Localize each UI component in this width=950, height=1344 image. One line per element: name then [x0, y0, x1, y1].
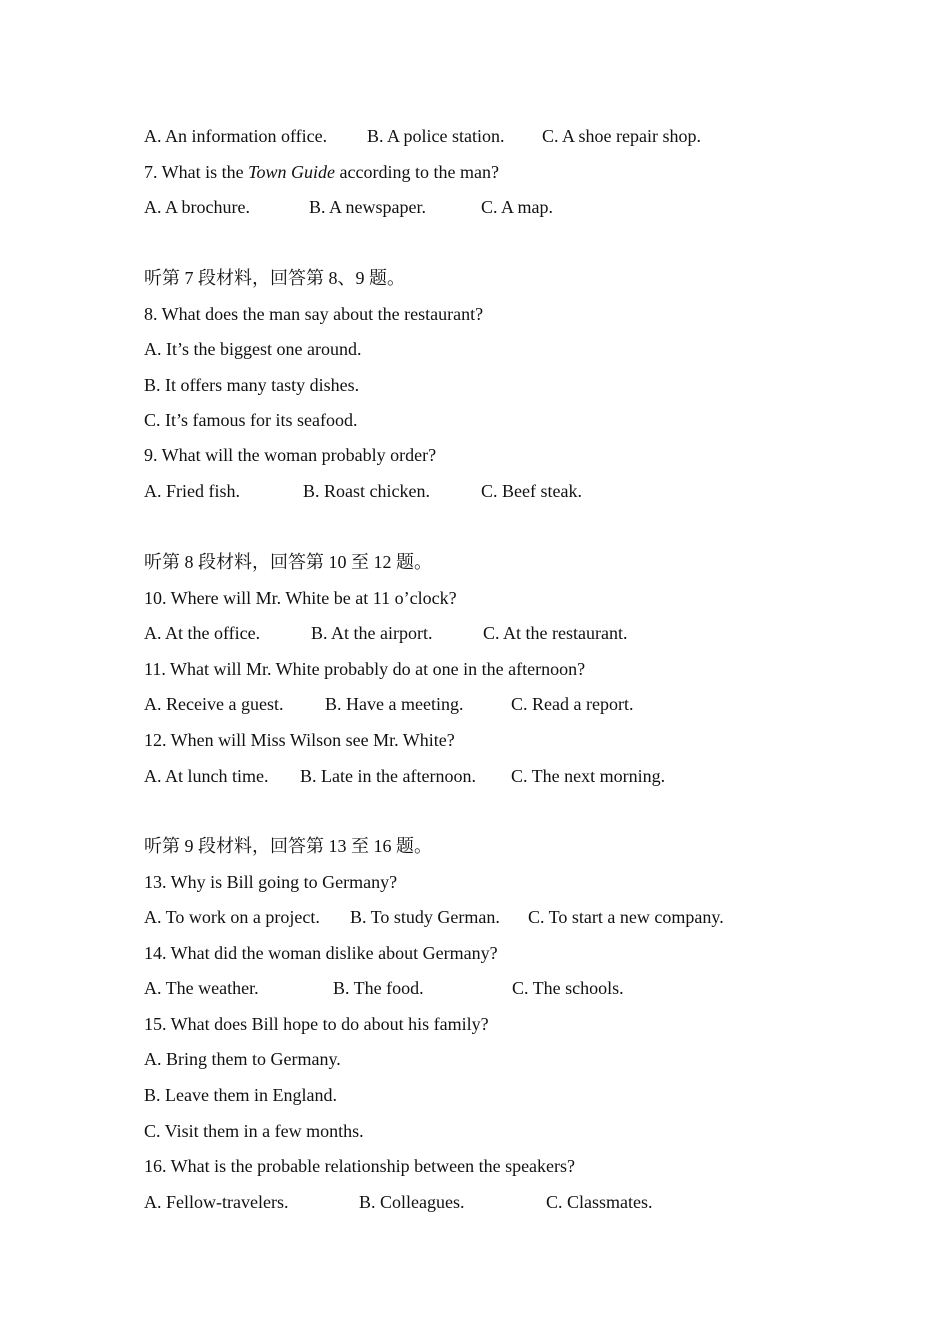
q13-question: 13. Why is Bill going to Germany?: [144, 872, 398, 892]
q15-option-a: A. Bring them to Germany.: [144, 1049, 341, 1069]
q10-question: 10. Where will Mr. White be at 11 o’clock?: [144, 588, 457, 608]
q13-option-c: C. To start a new company.: [528, 907, 724, 927]
q7-question-title: Town Guide: [248, 162, 336, 182]
q10-option-a: A. At the office.: [144, 623, 261, 643]
q7-question-post: according to the man?: [335, 162, 499, 182]
q16-option-b: B. Colleagues.: [359, 1192, 465, 1212]
q12-option-c: C. The next morning.: [511, 766, 666, 786]
q8-question: 8. What does the man say about the restaurant?: [144, 304, 484, 324]
q16-question: 16. What is the probable relationship between the speakers?: [144, 1156, 576, 1176]
q9-option-a: A. Fried fish.: [144, 481, 240, 501]
q15-question: 15. What does Bill hope to do about his family?: [144, 1014, 489, 1034]
q15-option-c: C. Visit them in a few months.: [144, 1121, 364, 1141]
q9-option-b: B. Roast chicken.: [303, 481, 430, 501]
q8-option-b: B. It offers many tasty dishes.: [144, 375, 360, 395]
q14-option-a: A. The weather.: [144, 978, 259, 998]
q9-question: 9. What will the woman probably order?: [144, 445, 437, 465]
q7-option-a: A. A brochure.: [144, 197, 250, 217]
q15-option-b: B. Leave them in England.: [144, 1085, 337, 1105]
q11-option-c: C. Read a report.: [511, 694, 634, 714]
q9-option-c: C. Beef steak.: [481, 481, 582, 501]
q14-question: 14. What did the woman dislike about Germany?: [144, 943, 498, 963]
q11-question: 11. What will Mr. White probably do at one in the afternoon?: [144, 659, 586, 679]
q16-option-a: A. Fellow-travelers.: [144, 1192, 289, 1212]
q11-option-b: B. Have a meeting.: [325, 694, 464, 714]
q6-option-c: C. A shoe repair shop.: [542, 126, 701, 146]
q13-option-a: A. To work on a project.: [144, 907, 320, 927]
section-8-heading: 听第 8 段材料，回答第 10 至 12 题。: [144, 552, 432, 572]
section-7-heading: 听第 7 段材料，回答第 8、9 题。: [144, 268, 405, 288]
q14-option-b: B. The food.: [333, 978, 424, 998]
q7-question: [144, 161, 499, 183]
q13-option-b: B. To study German.: [350, 907, 500, 927]
q16-option-c: C. Classmates.: [546, 1192, 653, 1212]
q11-option-a: A. Receive a guest.: [144, 694, 284, 714]
q12-question: 12. When will Miss Wilson see Mr. White?: [144, 730, 455, 750]
q12-option-b: B. Late in the afternoon.: [300, 766, 476, 786]
q8-option-a: A. It’s the biggest one around.: [144, 339, 362, 359]
q8-option-c: C. It’s famous for its seafood.: [144, 410, 358, 430]
q7-option-c: C. A map.: [481, 197, 554, 217]
q7-question-pre: 7. What is the: [144, 162, 249, 182]
q6-option-a: A. An information office.: [144, 126, 328, 146]
q12-option-a: A. At lunch time.: [144, 766, 269, 786]
q10-option-b: B. At the airport.: [311, 623, 433, 643]
q14-option-c: C. The schools.: [512, 978, 624, 998]
q7-option-b: B. A newspaper.: [309, 197, 426, 217]
q6-option-b: B. A police station.: [367, 126, 505, 146]
section-9-heading: 听第 9 段材料，回答第 13 至 16 题。: [144, 836, 432, 856]
q10-option-c: C. At the restaurant.: [483, 623, 628, 643]
